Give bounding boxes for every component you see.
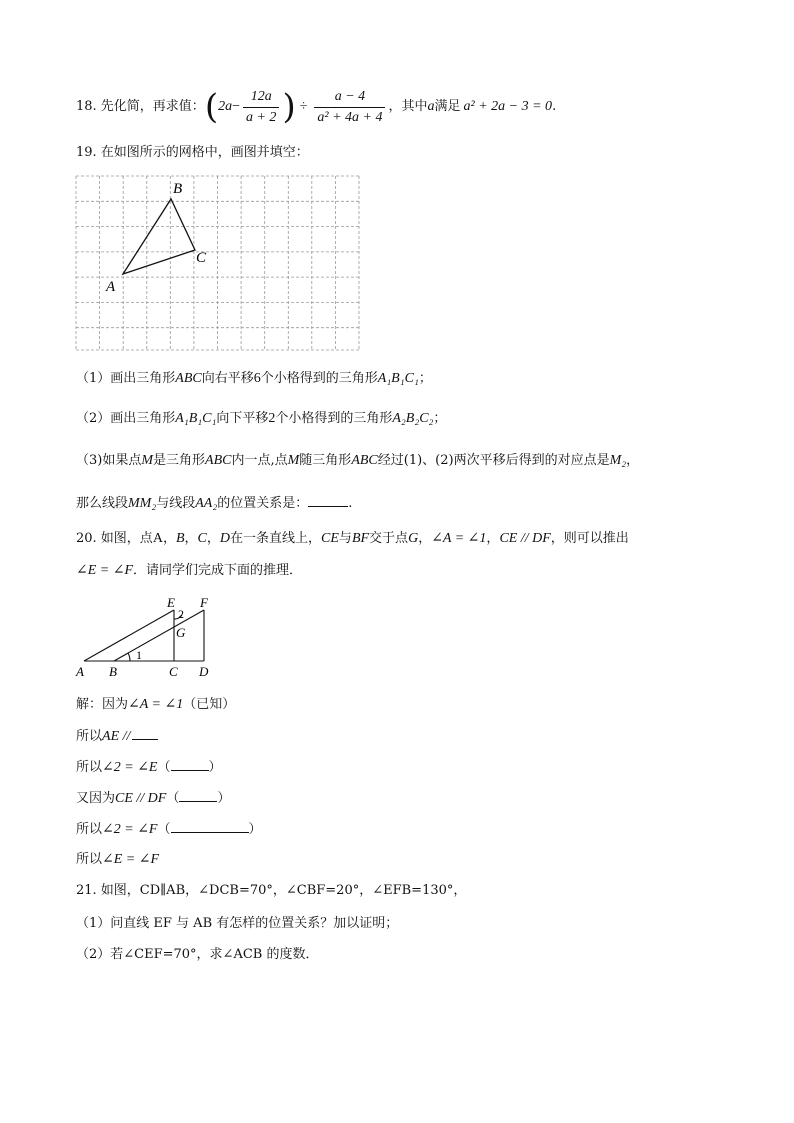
q20-solution-1 bbox=[76, 696, 235, 714]
q20-bf: BF bbox=[351, 531, 370, 546]
q19-p4-and: 与线段 bbox=[156, 496, 196, 511]
sol2-blank[interactable] bbox=[132, 727, 158, 740]
right-paren: ) bbox=[282, 87, 296, 127]
q19-p4-mm2: MM₂ bbox=[128, 496, 157, 511]
q21-line3: （2）若∠CEF=70°，求∠ACB 的度数． bbox=[76, 947, 319, 962]
q19-p4-end: . bbox=[348, 496, 353, 511]
q18-equation: a² + 2a − 3 = 0 bbox=[463, 99, 553, 114]
q18-fraction-1 bbox=[243, 88, 279, 127]
q19-p1-num: 6 bbox=[253, 371, 261, 386]
sol2-math: AE // bbox=[102, 729, 131, 744]
q20-line2 bbox=[76, 562, 302, 580]
q20-instruction: ．请同学们完成下面的推理． bbox=[133, 563, 303, 578]
q19-p3-tail: 经过(1)、(2)两次平移后得到的对应点是 bbox=[377, 453, 610, 468]
q20-goal: ∠E = ∠F bbox=[76, 563, 134, 578]
q19-p4-relation: 的位置关系是： bbox=[217, 496, 309, 511]
q19-p3-comma: ， bbox=[626, 453, 640, 468]
q20-pt-b: B bbox=[175, 531, 185, 546]
label-b: B bbox=[173, 181, 183, 197]
q20-prefix: 20. 如图，点 bbox=[76, 531, 153, 546]
q19-p3-follow: 随三角形 bbox=[299, 453, 352, 468]
q18-term-2a: 2a bbox=[218, 99, 233, 114]
q20-sep: ， bbox=[418, 531, 432, 546]
label-c: C bbox=[196, 250, 207, 266]
sol5-math: ∠2 = ∠F bbox=[102, 822, 158, 837]
q19-part3 bbox=[76, 452, 639, 470]
sol1-reason: （已知） bbox=[183, 697, 236, 712]
q18-end: . bbox=[552, 99, 557, 114]
fig-label-g: G bbox=[176, 625, 186, 640]
q19-p2-num: 2 bbox=[268, 411, 276, 426]
sol1-prefix: 解：因为 bbox=[76, 697, 129, 712]
q19-p4-aa2: AA₂ bbox=[195, 496, 218, 511]
q21-line1: 21. 如图，CD∥AB，∠DCB=70°，∠CBF=20°，∠EFB=130°， bbox=[76, 883, 467, 898]
sol6-prefix: 所以 bbox=[76, 852, 103, 867]
q19-p2-mid: 向下平移 bbox=[216, 411, 269, 426]
q19-p2-mid2: 个小格得到的三角形 bbox=[275, 411, 393, 426]
q19-part4 bbox=[76, 494, 352, 513]
q19-p1-prefix: （1）画出三角形 bbox=[76, 371, 176, 386]
sol2-prefix: 所以 bbox=[76, 729, 103, 744]
q19-part2 bbox=[76, 410, 446, 428]
fig-label-a: A bbox=[76, 664, 84, 679]
sol4-math: CE // DF bbox=[115, 791, 167, 806]
sol6-math: ∠E = ∠F bbox=[102, 852, 160, 867]
q20-pt-a: A bbox=[152, 531, 163, 546]
q19-p3-m2: M₂ bbox=[609, 453, 627, 468]
sol4-close: ） bbox=[217, 791, 231, 806]
q19-p1-mid: 向右平移 bbox=[201, 371, 254, 386]
q18-f2-numerator: a − 4 bbox=[314, 88, 385, 108]
sol3-prefix: 所以 bbox=[76, 760, 103, 775]
sol3-open: （ bbox=[157, 760, 171, 775]
sol3-math: ∠2 = ∠E bbox=[102, 760, 158, 775]
q19-p3-in: 内一点,点 bbox=[231, 453, 288, 468]
q19-p1-result: A₁B₁C₁ bbox=[377, 371, 419, 386]
q20-sep: ， bbox=[206, 531, 220, 546]
q19-p2-end: ； bbox=[433, 411, 447, 426]
q20-solution-4 bbox=[76, 789, 230, 808]
q18-satisfy: 满足 bbox=[434, 99, 461, 114]
q18-fraction-2 bbox=[314, 88, 385, 127]
q19-p2-src: A₁B₁C₁ bbox=[175, 411, 217, 426]
fig-label-d: D bbox=[199, 664, 209, 679]
q20-deduce: ，则可以推出 bbox=[550, 531, 629, 546]
sol4-blank[interactable] bbox=[179, 789, 217, 802]
q19-p3-is: 是三角形 bbox=[153, 453, 206, 468]
q18-prefix: 18. 先化简，再求值： bbox=[76, 99, 205, 114]
q20-pt-c: C bbox=[197, 531, 207, 546]
q19-p3-m: M bbox=[141, 453, 154, 468]
sol5-blank[interactable] bbox=[171, 820, 249, 833]
q19-p3-prefix: （3)如果点 bbox=[76, 453, 142, 468]
q19-p3-abc: ABC bbox=[205, 453, 232, 468]
q20-sep: ， bbox=[162, 531, 176, 546]
q18-f1-numerator: 12a bbox=[243, 88, 279, 108]
sol4-open: （ bbox=[166, 791, 180, 806]
q20-meet: 交于点 bbox=[369, 531, 409, 546]
fig-label-1: 1 bbox=[136, 648, 142, 662]
q20-line1 bbox=[76, 530, 629, 548]
fig-label-b: B bbox=[109, 664, 117, 679]
fig-label-c: C bbox=[169, 664, 178, 679]
q20-with: 与 bbox=[338, 531, 352, 546]
triangle-abc bbox=[123, 199, 195, 274]
q19-p2-prefix: （2）画出三角形 bbox=[76, 411, 176, 426]
q19-part1 bbox=[76, 370, 432, 388]
q19-title: 19. 在如图所示的网格中，画图并填空： bbox=[76, 145, 309, 160]
q19-grid-figure bbox=[70, 170, 370, 352]
sol5-close: ） bbox=[248, 822, 262, 837]
q20-pt-d: D bbox=[219, 531, 231, 546]
q18-var-a: a bbox=[427, 99, 435, 114]
q19-p1-mid2: 个小格得到的三角形 bbox=[260, 371, 378, 386]
q19-p2-result: A₂B₂C₂ bbox=[392, 411, 434, 426]
q20-solution-5 bbox=[76, 820, 262, 839]
q18-divide: ÷ bbox=[299, 99, 308, 114]
q20-ce: CE bbox=[321, 531, 339, 546]
fig-label-2: 2 bbox=[178, 607, 184, 621]
q20-cond1: ∠A = ∠1 bbox=[431, 531, 487, 546]
q20-figure bbox=[72, 592, 222, 682]
dashed-grid bbox=[76, 176, 359, 350]
line-ae bbox=[84, 610, 174, 661]
q20-solution-3 bbox=[76, 758, 222, 777]
q18-f2-denominator: a² + 4a + 4 bbox=[317, 109, 383, 125]
q18-where: ，其中 bbox=[388, 99, 428, 114]
sol1-math: ∠A = ∠1 bbox=[128, 697, 184, 712]
q19-p3-abc2: ABC bbox=[351, 453, 378, 468]
fig-label-f: F bbox=[200, 595, 208, 610]
sol3-blank[interactable] bbox=[171, 758, 209, 771]
line-bf bbox=[114, 610, 204, 661]
q19-p1-abc: ABC bbox=[175, 371, 202, 386]
q19-p1-end: ； bbox=[418, 371, 432, 386]
q19-p4-prefix: 那么线段 bbox=[76, 496, 129, 511]
sol4-prefix: 又因为 bbox=[76, 791, 116, 806]
q20-sep: ， bbox=[486, 531, 500, 546]
q20-solution-2 bbox=[76, 727, 158, 746]
q21-line2: （1）问直线 EF 与 AB 有怎样的位置关系？加以证明； bbox=[76, 916, 399, 931]
q18-f1-denominator: a + 2 bbox=[245, 109, 277, 125]
label-a: A bbox=[106, 279, 116, 295]
q20-sep: ， bbox=[184, 531, 198, 546]
left-paren: ( bbox=[204, 87, 219, 127]
sol3-close: ） bbox=[208, 760, 222, 775]
q20-on-line: 在一条直线上， bbox=[230, 531, 322, 546]
angle-1-arc bbox=[128, 653, 130, 661]
fig-label-e: E bbox=[167, 595, 175, 610]
q18-minus: − bbox=[232, 99, 240, 114]
sol5-open: （ bbox=[157, 822, 171, 837]
q19-answer-blank[interactable] bbox=[308, 494, 348, 507]
q20-cond2: CE // DF bbox=[499, 531, 551, 546]
q20-solution-6 bbox=[76, 851, 159, 869]
q19-p3-m-again: M bbox=[287, 453, 300, 468]
q20-g: G bbox=[408, 531, 419, 546]
q18-line bbox=[76, 84, 556, 130]
sol5-prefix: 所以 bbox=[76, 822, 103, 837]
